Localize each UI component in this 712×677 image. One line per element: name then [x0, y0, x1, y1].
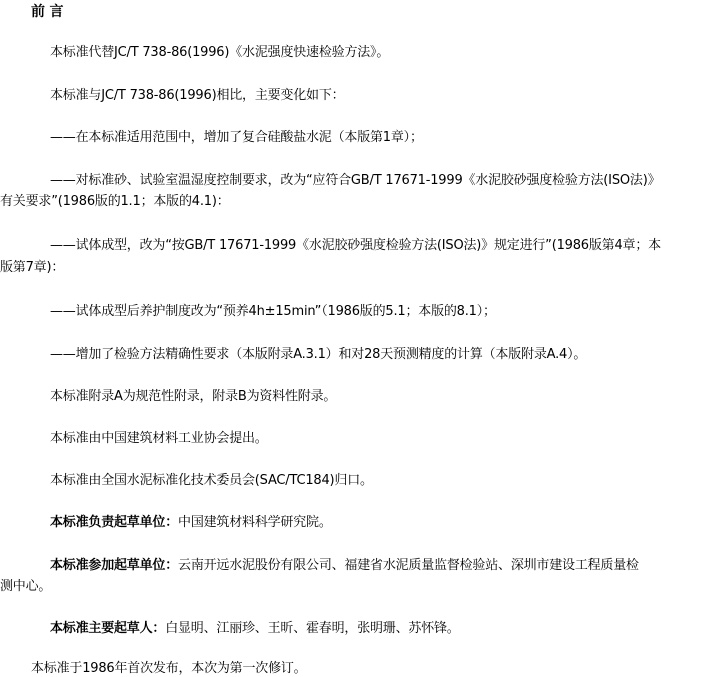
paragraph-replaces: 本标准代替JC/T 738-86(1996)《水泥强度快速检验方法》。	[50, 45, 390, 60]
paragraph-centralized-by: 本标准由全国水泥标准化技术委员会(SAC/TC184)归口。	[50, 473, 373, 488]
paragraph-change-sand-line2: 有关要求”(1986版的1.1；本版的4.1)：	[0, 194, 230, 209]
participating-drafters-label: 本标准参加起草单位：	[50, 558, 179, 573]
paragraph-change-sand-line1: ——对标准砂、试验室温湿度控制要求，改为“应符合GB/T 17671-1999《水泥胶砂强度检验方法(ISO法)》	[50, 173, 661, 188]
responsible-drafter-value: 中国建筑材料科学研究院。	[178, 515, 332, 530]
paragraph-revision-history: 本标准于1986年首次发布，本次为第一次修订。	[31, 661, 307, 676]
main-drafters-value: 白显明、江丽珍、王昕、霍春明，张明珊、苏怀锋。	[165, 621, 460, 636]
paragraph-changes-intro: 本标准与JC/T 738-86(1996)相比，主要变化如下：	[50, 88, 345, 103]
paragraph-change-curing: ——试体成型后养护制度改为“预养4h±15min”（1986版的5.1；本版的8.1）；	[50, 304, 496, 319]
paragraph-appendix: 本标准附录A为规范性附录，附录B为资料性附录。	[50, 389, 337, 404]
paragraph-change-scope: ——在本标准适用范围中，增加了复合硅酸盐水泥（本版第1章）；	[50, 130, 423, 145]
paragraph-proposed-by: 本标准由中国建筑材料工业协会提出。	[50, 431, 268, 446]
paragraph-change-molding-line1: ——试体成型，改为“按GB/T 17671-1999《水泥胶砂强度检验方法(ISO法)》规定进行”(1986版第4章；本	[50, 238, 661, 253]
responsible-drafter-label: 本标准负责起草单位：	[50, 515, 179, 530]
paragraph-responsible-drafter	[50, 515, 712, 531]
paragraph-change-molding-line2: 版第7章)：	[0, 260, 65, 275]
main-drafters-label: 本标准主要起草人：	[50, 621, 166, 636]
page-title: 前 言	[31, 4, 64, 20]
participating-drafters-value: 云南开远水泥股份有限公司、福建省水泥质量监督检验站、深圳市建设工程质量检	[178, 558, 639, 573]
paragraph-main-drafters	[50, 621, 712, 637]
paragraph-participating-drafters-line2: 测中心。	[0, 579, 52, 594]
paragraph-change-precision: ——增加了检验方法精确性要求（本版附录A.3.1）和对28天预测精度的计算（本版附录A.4）。	[50, 347, 587, 362]
paragraph-participating-drafters-line1	[50, 558, 712, 574]
